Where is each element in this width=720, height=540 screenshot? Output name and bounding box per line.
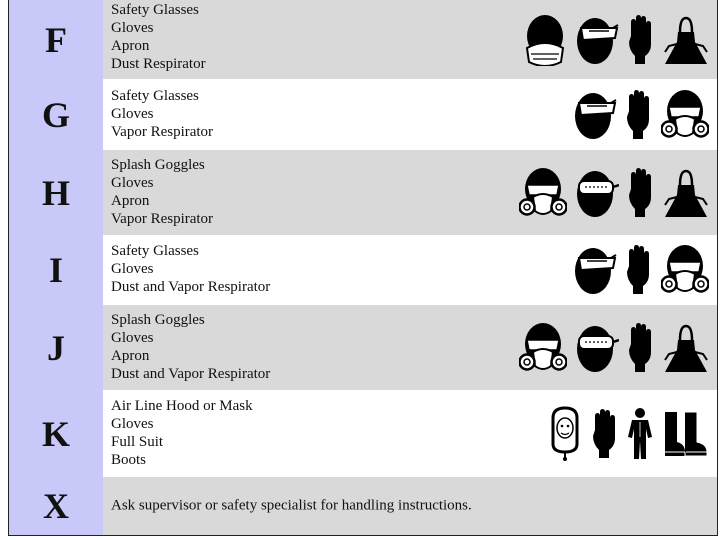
gloves-icon [625, 244, 653, 296]
ppe-item: Gloves [111, 330, 154, 346]
ppe-row-h [9, 150, 717, 235]
ppe-letter: I [9, 235, 103, 305]
vapor-respirator-icon [661, 89, 709, 141]
air-line-hood-icon [547, 406, 583, 462]
ppe-item-list [111, 242, 270, 296]
ppe-item-list [111, 87, 213, 141]
vapor-respirator-icon [661, 244, 709, 296]
ppe-row-i [9, 235, 717, 305]
ppe-item: Gloves [111, 261, 154, 277]
ppe-item: Dust and Vapor Respirator [111, 279, 271, 295]
ppe-icons [519, 322, 709, 374]
ppe-row-g [9, 79, 717, 150]
ppe-letter: G [9, 79, 103, 150]
ppe-item: Gloves [111, 175, 154, 191]
ppe-item: Gloves [111, 416, 154, 432]
splash-goggles-icon [575, 167, 619, 219]
ppe-item-list [111, 1, 206, 73]
ppe-item: Splash Goggles [111, 157, 205, 173]
vapor-respirator-icon [519, 322, 567, 374]
ppe-item: Vapor Respirator [111, 124, 214, 140]
ppe-row-j [9, 305, 717, 390]
ppe-row-f [9, 0, 717, 79]
ppe-icons [547, 406, 709, 462]
ppe-item: Safety Glasses [111, 243, 199, 259]
ppe-item: Dust and Vapor Respirator [111, 366, 271, 382]
gloves-icon [591, 408, 619, 460]
ppe-item-list [111, 397, 253, 469]
ppe-item-list [111, 311, 270, 383]
full-suit-icon [627, 407, 653, 461]
ppe-content [103, 390, 717, 477]
ppe-icons [573, 244, 709, 296]
ppe-item: Gloves [111, 20, 154, 36]
ppe-item: Apron [111, 348, 150, 364]
ppe-letter: X [9, 477, 103, 535]
ppe-icons [573, 89, 709, 141]
apron-icon [663, 167, 709, 219]
gloves-icon [627, 167, 655, 219]
boots-icon [661, 408, 709, 460]
ppe-letter: J [9, 305, 103, 390]
ppe-item: Full Suit [111, 434, 164, 450]
vapor-respirator-icon [519, 167, 567, 219]
ppe-content [103, 150, 717, 235]
ppe-letter: H [9, 150, 103, 235]
ppe-item: Dust Respirator [111, 56, 206, 72]
ppe-item-list [111, 156, 213, 228]
ppe-content [103, 0, 717, 79]
ppe-item: Gloves [111, 106, 154, 122]
ppe-icons [519, 167, 709, 219]
apron-icon [663, 14, 709, 66]
ppe-item: Splash Goggles [111, 312, 205, 328]
ppe-index-table [8, 0, 718, 536]
ppe-letter: F [9, 0, 103, 79]
safety-glasses-icon [573, 244, 617, 296]
ppe-item: Boots [111, 452, 147, 468]
ppe-item: Vapor Respirator [111, 211, 214, 227]
ppe-row-x [9, 477, 717, 535]
ppe-row-k [9, 390, 717, 477]
gloves-icon [625, 89, 653, 141]
ppe-content [103, 79, 717, 150]
ppe-item: Safety Glasses [111, 2, 199, 18]
safety-glasses-icon [573, 89, 617, 141]
gloves-icon [627, 322, 655, 374]
ppe-item: Apron [111, 38, 150, 54]
ppe-content [103, 235, 717, 305]
ppe-item: Safety Glasses [111, 88, 199, 104]
safety-glasses-icon [575, 14, 619, 66]
dust-mask-icon [523, 14, 567, 66]
ppe-item: Air Line Hood or Mask [111, 398, 253, 414]
gloves-icon [627, 14, 655, 66]
ppe-content [103, 477, 717, 535]
splash-goggles-icon [575, 322, 619, 374]
ppe-note: Ask supervisor or safety specialist for handling instructions. [111, 497, 472, 514]
ppe-item: Apron [111, 193, 150, 209]
ppe-icons [523, 14, 709, 66]
apron-icon [663, 322, 709, 374]
ppe-letter: K [9, 390, 103, 477]
ppe-content [103, 305, 717, 390]
